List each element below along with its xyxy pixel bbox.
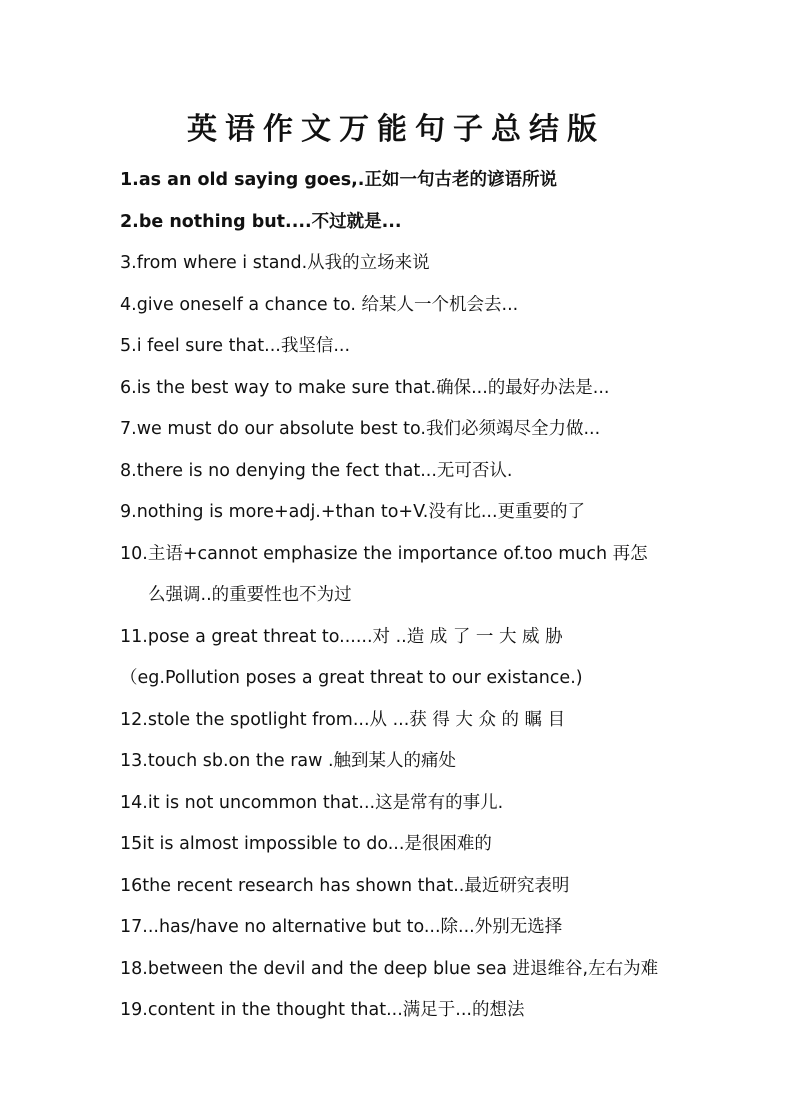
phrase-line-7: 7.we must do our absolute best to.我们必须竭尽全力做... bbox=[120, 419, 601, 439]
phrase-line-6: 6.is the best way to make sure that.确保...的最好办法是... bbox=[120, 378, 610, 398]
phrase-line-16: 16the recent research has shown that..最近研究表明 bbox=[120, 876, 570, 896]
phrase-line-11-example: （eg.Pollution poses a great threat to our existance.) bbox=[120, 668, 583, 688]
phrase-line-2: 2.be nothing but....不过就是... bbox=[120, 212, 402, 232]
phrase-line-1: 1.as an old saying goes,.正如一句古老的谚语所说 bbox=[120, 170, 557, 190]
phrase-line-9: 9.nothing is more+adj.+than to+V.没有比...更重要的了 bbox=[120, 502, 586, 522]
phrase-line-14: 14.it is not uncommon that...这是常有的事儿. bbox=[120, 793, 504, 813]
phrase-line-11: 11.pose a great threat to......对 ..造 成 了 一 大 威 胁 bbox=[120, 627, 563, 647]
phrase-line-10: 10.主语+cannot emphasize the importance of.too much 再怎 bbox=[120, 544, 648, 564]
phrase-line-3: 3.from where i stand.从我的立场来说 bbox=[120, 253, 430, 273]
phrase-line-10-continued: 么强调..的重要性也不为过 bbox=[148, 585, 352, 605]
phrase-line-17: 17...has/have no alternative but to...除...外别无选择 bbox=[120, 917, 563, 937]
phrase-line-4: 4.give oneself a chance to. 给某人一个机会去... bbox=[120, 295, 519, 315]
phrase-line-13: 13.touch sb.on the raw .触到某人的痛处 bbox=[120, 751, 457, 771]
phrase-line-18: 18.between the devil and the deep blue sea 进退维谷,左右为难 bbox=[120, 959, 659, 979]
phrase-line-8: 8.there is no denying the fect that...无可否认. bbox=[120, 461, 513, 481]
phrase-line-15: 15it is almost impossible to do...是很困难的 bbox=[120, 834, 492, 854]
phrase-line-5: 5.i feel sure that...我坚信... bbox=[120, 336, 351, 356]
phrase-line-12: 12.stole the spotlight from...从 ...获 得 大 众 的 瞩 目 bbox=[120, 710, 566, 730]
phrase-line-19: 19.content in the thought that...满足于...的想法 bbox=[120, 1000, 525, 1020]
document-title: 英语作文万能句子总结版 bbox=[187, 112, 605, 147]
